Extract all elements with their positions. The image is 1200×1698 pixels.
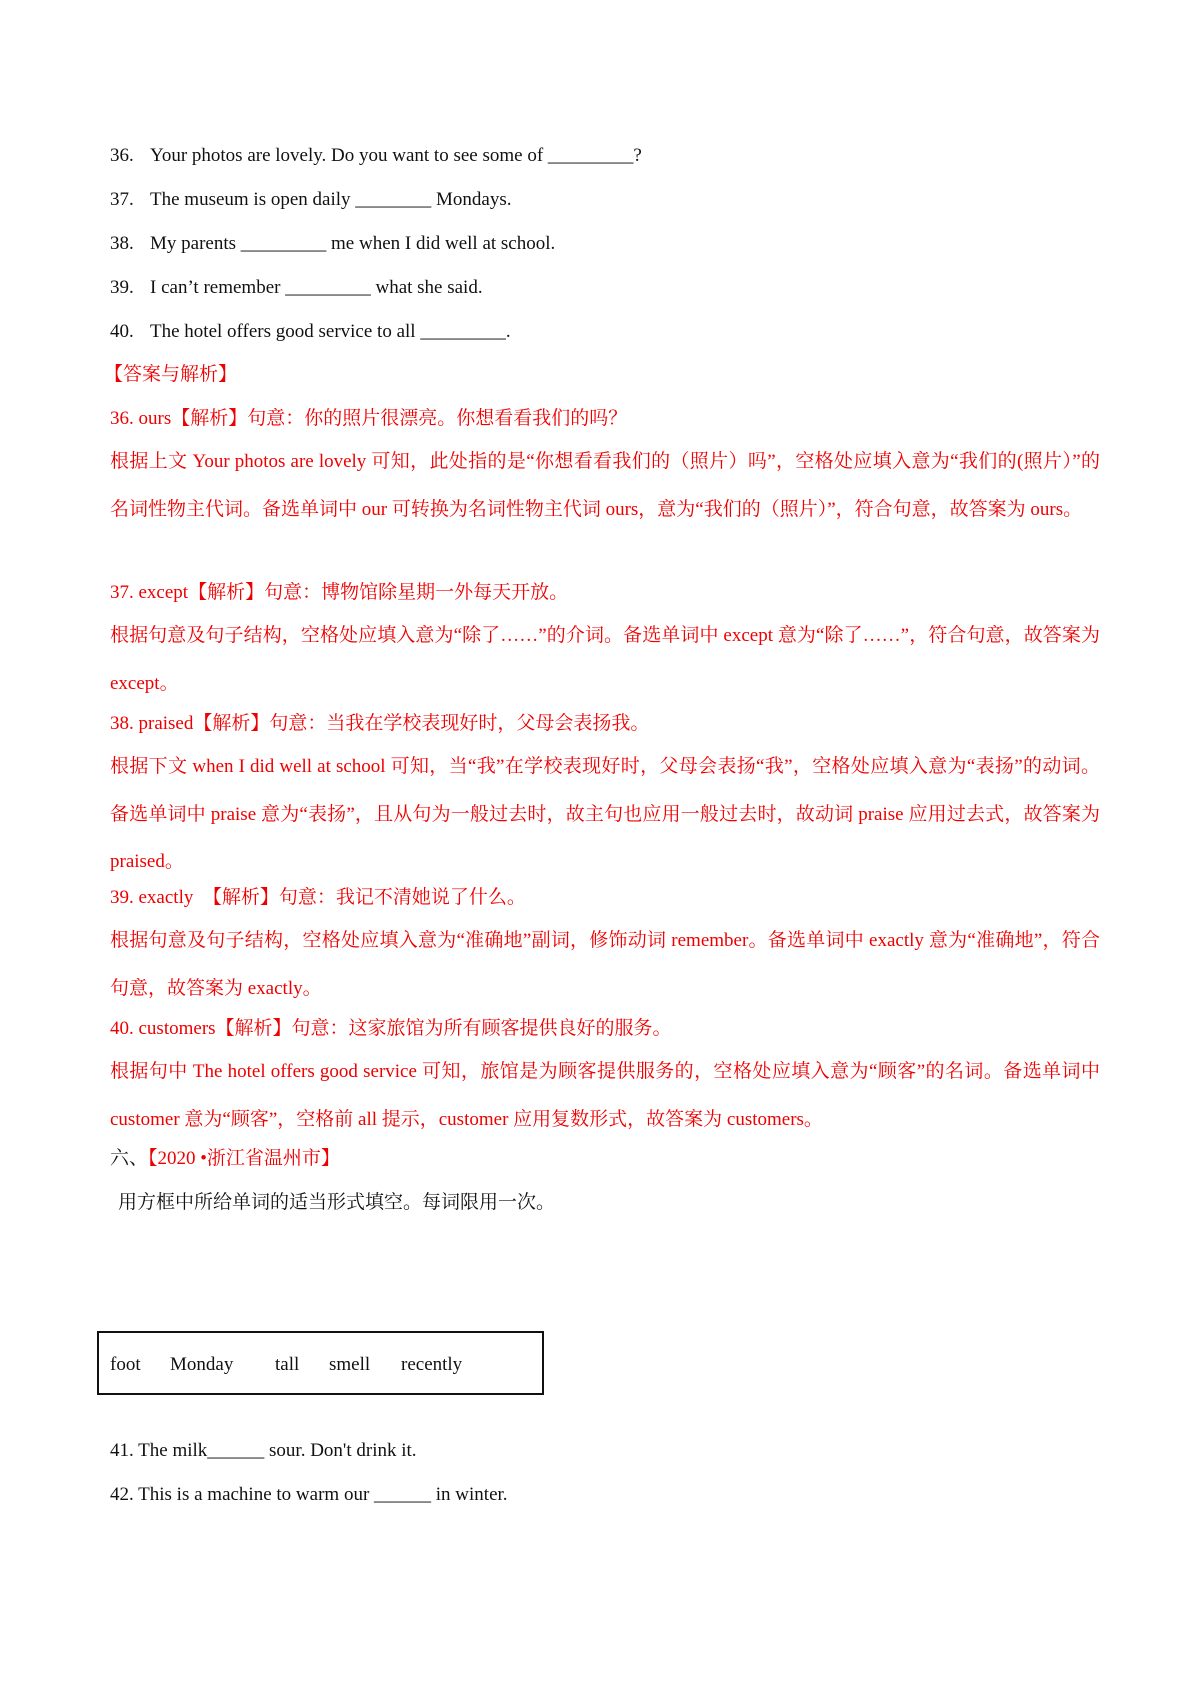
question-number: 39. [110, 277, 134, 298]
question-number: 37. [110, 189, 134, 210]
question-text: I can’t remember _________ what she said. [150, 277, 483, 298]
question-41: 41. The milk______ sour. Don't drink it. [110, 1440, 417, 1461]
question-text: Your photos are lovely. Do you want to see some of _________? [150, 145, 642, 166]
word-box-item: foot [110, 1354, 141, 1375]
question-39 [110, 274, 1100, 302]
answer-section-header: 【答案与解析】 [104, 364, 238, 385]
question-text: My parents _________ me when I did well at school. [150, 233, 556, 254]
word-box-item: smell [329, 1354, 371, 1375]
word-box-item: Monday [170, 1354, 234, 1375]
question-text: The museum is open daily ________ Mondays. [150, 189, 512, 210]
answer-37-head: 37. except【解析】句意：博物馆除星期一外每天开放。 [110, 582, 569, 603]
section-6-instruction: 用方框中所给单词的适当形式填空。每词限用一次。 [118, 1192, 556, 1213]
section-6-prefix: 六、 [110, 1148, 149, 1169]
question-38 [110, 230, 1100, 258]
word-box [97, 1331, 544, 1395]
answer-36-head: 36. ours【解析】句意：你的照片很漂亮。你想看看我们的吗？ [110, 408, 628, 429]
word-box-item: recently [401, 1354, 463, 1375]
question-number: 38. [110, 233, 134, 254]
question-42: 42. This is a machine to warm our ______ in winter. [110, 1484, 508, 1505]
section-6-heading [110, 1145, 1100, 1173]
question-40 [110, 318, 1100, 346]
answer-38-explanation: 根据下文 when I did well at school 可知，当“我”在学校表现好时，父母会表扬“我”，空格处应填入意为“表扬”的动词。备选单词中 praise 意为“表扬”，且从句为一般过去时，故主句也应用一般过去时，故动词 praise 应用过去式，故答案为 praised。 [110, 756, 1100, 872]
question-text: The hotel offers good service to all _________. [150, 321, 511, 342]
answer-36-explanation: 根据上文 Your photos are lovely 可知，此处指的是“你想看看我们的（照片）吗”，空格处应填入意为“我们的(照片）”的名词性物主代词。备选单词中 our 可转换为名词性物主代词 ours，意为“我们的（照片）”，符合句意，故答案为 ours。 [110, 451, 1100, 520]
word-box-item: tall [275, 1354, 300, 1375]
question-36 [110, 142, 1100, 170]
answer-40-explanation: 根据句中 The hotel offers good service 可知，旅馆是为顾客提供服务的，空格处应填入意为“顾客”的名词。备选单词中 customer 意为“顾客”，空格前 all 提示，customer 应用复数形式，故答案为 customers。 [110, 1061, 1100, 1130]
answer-39-head: 39. exactly 【解析】句意：我记不清她说了什么。 [110, 887, 526, 908]
question-37 [110, 186, 1100, 214]
question-number: 36. [110, 145, 134, 166]
answer-40-head: 40. customers【解析】句意：这家旅馆为所有顾客提供良好的服务。 [110, 1018, 672, 1039]
question-number: 40. [110, 321, 134, 342]
answer-39-explanation: 根据句意及句子结构，空格处应填入意为“准确地”副词，修饰动词 remember。备选单词中 exactly 意为“准确地”，符合句意，故答案为 exactly。 [110, 930, 1100, 999]
section-6-tag: 【2020 •浙江省温州市】 [148, 1148, 340, 1169]
answer-38-head: 38. praised【解析】句意：当我在学校表现好时，父母会表扬我。 [110, 713, 650, 734]
answer-37-explanation: 根据句意及句子结构，空格处应填入意为“除了……”的介词。备选单词中 except 意为“除了……”，符合句意，故答案为 except。 [110, 625, 1100, 694]
